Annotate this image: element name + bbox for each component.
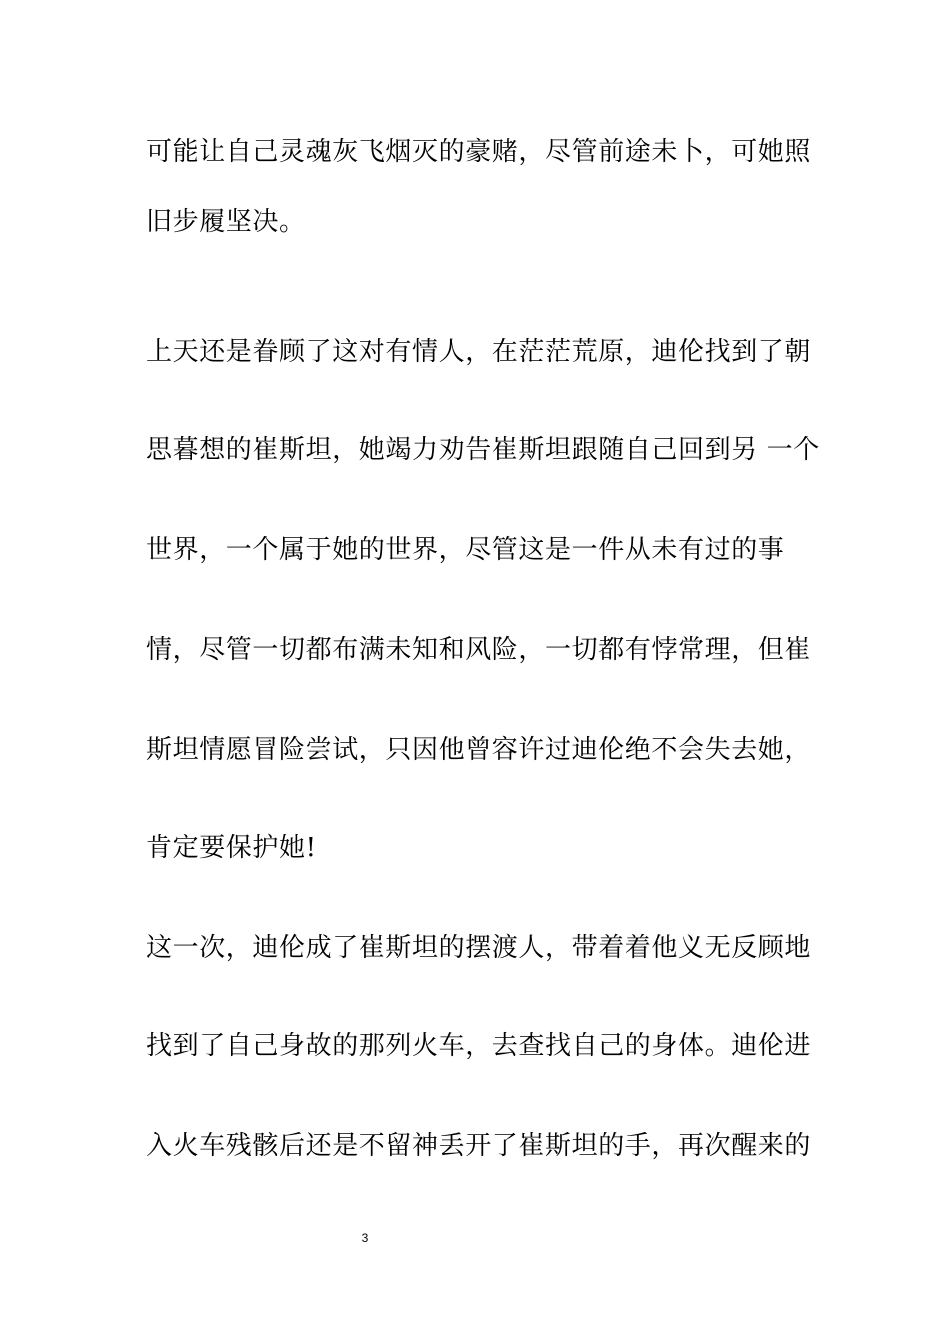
text-line: 这一次，迪伦成了崔斯坦的摆渡人，带着着他义无反顾地 (146, 933, 812, 963)
text-line: 斯坦情愿冒险尝试，只因他曾容许过迪伦绝不会失去她， (146, 735, 812, 765)
text-line: 可能让自己灵魂灰飞烟灭的豪赌，尽管前途未卜，可她照 (146, 137, 812, 167)
text-line: 情，尽管一切都布满未知和风险，一切都有悖常理，但崔 (146, 635, 812, 665)
page-number: 3 (361, 1231, 369, 1245)
text-line: 找到了自己身故的那列火车，去查找自己的身体。迪伦进 (146, 1031, 812, 1061)
text-line: 入火车残骸后还是不留神丢开了崔斯坦的手，再次醒来的 (146, 1131, 812, 1161)
text-line: 上天还是眷顾了这对有情人，在茫茫荒原，迪伦找到了朝 (146, 337, 812, 367)
text-line: 旧步履坚决。 (146, 207, 306, 237)
text-line: 肯定要保护她! (146, 833, 317, 863)
text-line: 思暮想的崔斯坦，她竭力劝告崔斯坦跟随自己回到另 一个 (146, 435, 820, 465)
text-line: 世界，一个属于她的世界，尽管这是一件从未有过的事 (146, 535, 785, 565)
